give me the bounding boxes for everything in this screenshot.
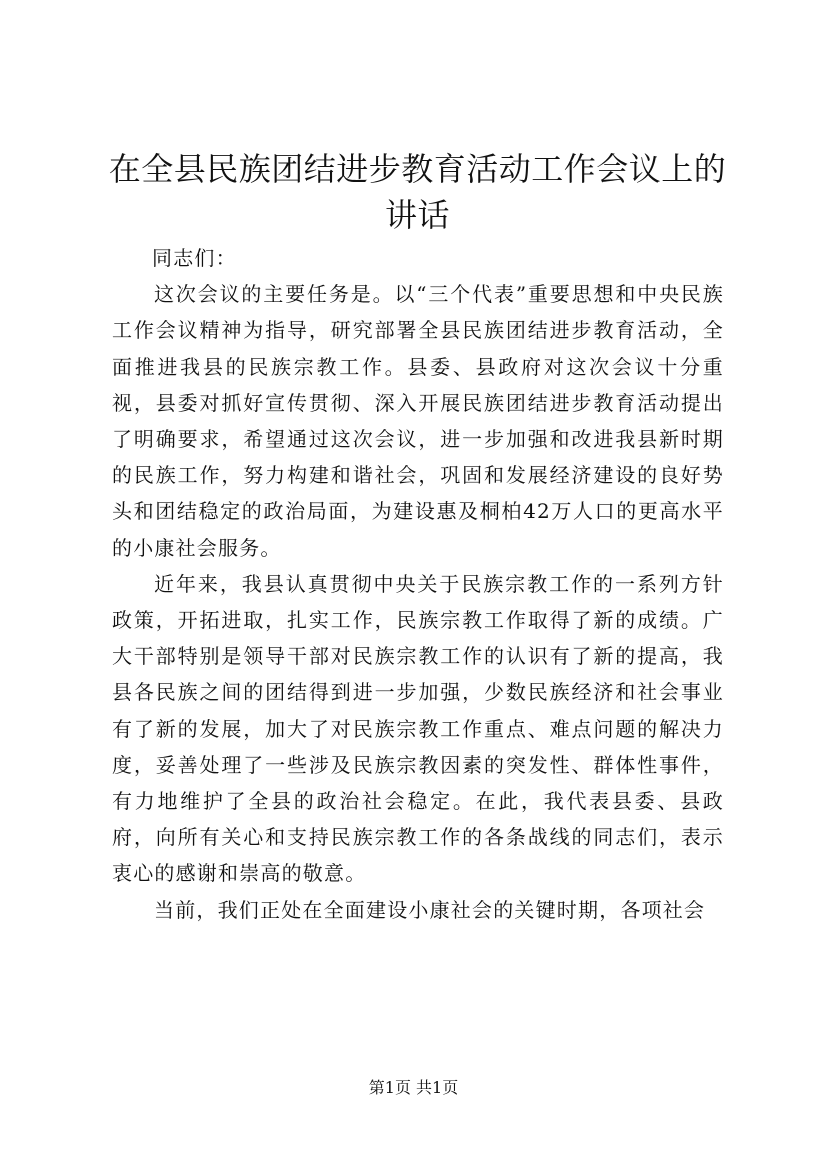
paragraph: 近年来，我县认真贯彻中央关于民族宗教工作的一系列方针政策，开拓进取，扎实工作，民族宗教工作取得了新的成绩。广大干部特别是领导干部对民族宗教工作的认识有了新的提高，我县各民族之间的团结得到进一步加强，少数民族经济和社会事业有了新的发展，加大了对民族宗教工作重点、难点问题的解决力度，妥善处理了一些涉及民族宗教因素的突发性、群体性事件，有力地维护了全县的政治社会稳定。在此，我代表县委、县政府，向所有关心和支持民族宗教工作的各条战线的同志们，表示衷心的感谢和崇高的敬意。 — [112, 571, 724, 886]
paragraph: 这次会议的主要任务是。以“三个代表”重要思想和中央民族工作会议精神为指导，研究部署全县民族团结进步教育活动，全面推进我县的民族宗教工作。县委、县政府对这次会议十分重视，县委对抓好宣传贯彻、深入开展民族团结进步教育活动提出了明确要求，希望通过这次会议，进一步加强和改进我县新时期的民族工作，努力构建和谐社会，巩固和发展经济建设的良好势头和团结稳定的政治局面，为建设惠及桐柏42万人口的更高水平的小康社会服务。 — [112, 282, 724, 560]
paragraph: 当前，我们正处在全面建设小康社会的关键时期，各项社会 — [154, 897, 706, 922]
greeting: 同志们： — [152, 246, 237, 270]
page-number-footer: 第1页 共1页 — [368, 1078, 459, 1097]
document-title: 在全县民族团结进步教育活动工作会议上的讲话 — [108, 150, 727, 234]
document-body — [112, 240, 724, 928]
